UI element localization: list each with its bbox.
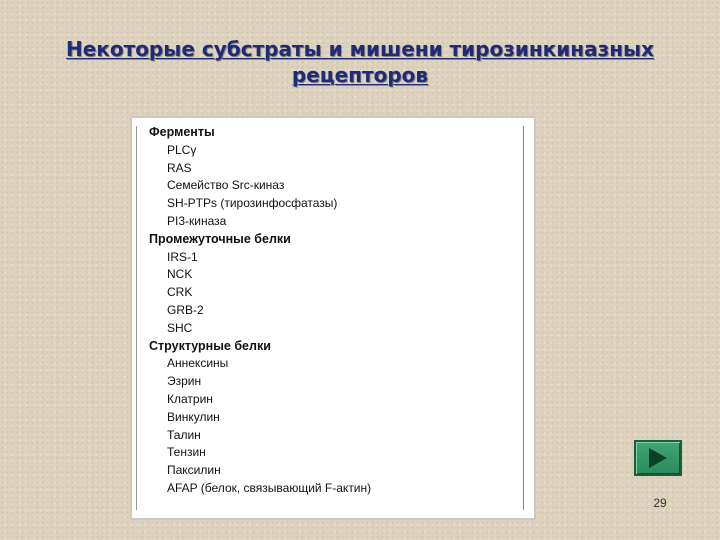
table-row: NCK xyxy=(167,267,193,282)
table-row: RAS xyxy=(167,160,192,175)
page-number: 29 xyxy=(653,496,667,510)
table-row: Аннексины xyxy=(167,356,229,371)
table-row: SHC xyxy=(167,320,193,335)
next-slide-button[interactable] xyxy=(634,440,682,476)
section-header: Ферменты xyxy=(149,125,215,139)
table-row: PLCγ xyxy=(167,142,197,157)
table-row: PI3-киназа xyxy=(167,213,227,228)
section-header: Промежуточные белки xyxy=(149,231,291,246)
table-row: Винкулин xyxy=(167,409,220,424)
table-row: Клатрин xyxy=(167,391,213,406)
table-row: Талин xyxy=(167,427,201,442)
table-row: Эзрин xyxy=(167,374,202,389)
table-row: SH-PTPs (тирозинфосфатазы) xyxy=(167,196,338,211)
table-rows xyxy=(132,124,534,498)
substrates-table xyxy=(131,117,535,519)
play-arrow-icon xyxy=(648,447,668,469)
table-row: GRB-2 xyxy=(167,302,204,317)
section-header: Структурные белки xyxy=(149,338,271,353)
table-row: IRS-1 xyxy=(167,249,198,264)
table-row: AFAP (белок, связывающий F-актин) xyxy=(167,480,372,495)
table-row: Семейство Src-киназ xyxy=(167,178,285,193)
table-row: Тензин xyxy=(167,445,206,460)
table-row: Паксилин xyxy=(167,463,221,478)
table-row: CRK xyxy=(167,285,193,300)
slide-title: Некоторые субстраты и мишени тирозинкиназных рецепторов xyxy=(65,37,655,87)
